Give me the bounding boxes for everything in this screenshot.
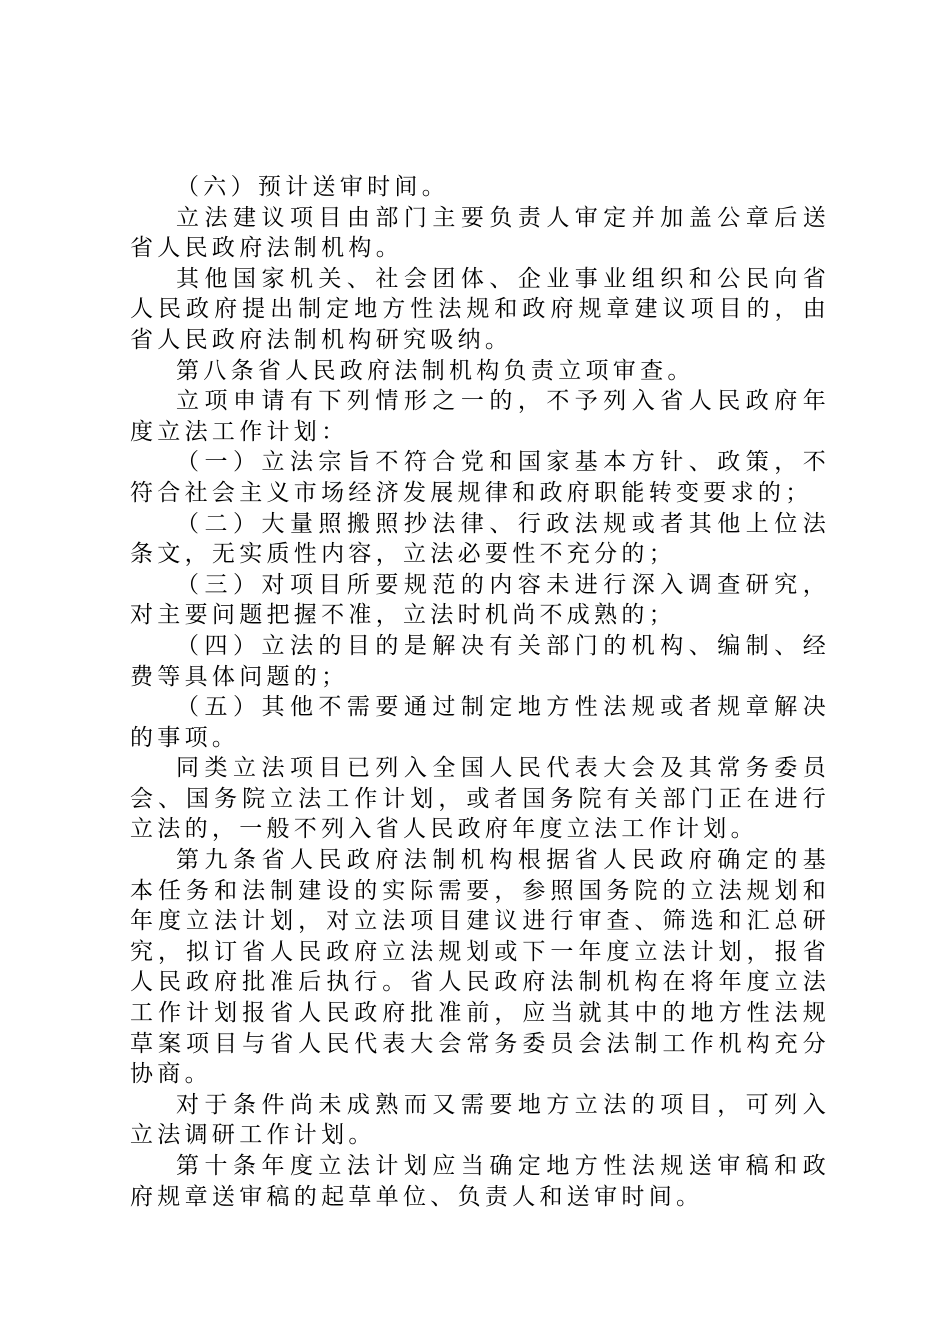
document-body: [130, 172, 830, 1212]
paragraph-submission: 立法建议项目由部门主要负责人审定并加盖公章后送省人民政府法制机构。: [130, 204, 830, 262]
exclusion-item-2: （二）大量照搬照抄法律、行政法规或者其他上位法条文，无实质性内容，立法必要性不充分的；: [130, 510, 830, 568]
paragraph-research-plan: 对于条件尚未成熟而又需要地方立法的项目，可列入立法调研工作计划。: [130, 1091, 830, 1149]
paragraph-item-6: （六）预计送审时间。: [176, 174, 449, 200]
article-10: 第十条年度立法计划应当确定地方性法规送审稿和政府规章送审稿的起草单位、负责人和送审时间。: [130, 1153, 830, 1210]
exclusion-item-1: （一）立法宗旨不符合党和国家基本方针、政策，不符合社会主义市场经济发展规律和政府职能转变要求的；: [130, 449, 830, 506]
article-8: 第八条省人民政府法制机构负责立项审查。: [176, 357, 695, 384]
article-9: 第九条省人民政府法制机构根据省人民政府确定的基本任务和法制建设的实际需要，参照国务院的立法规划和年度立法计划，对立法项目建议进行审查、筛选和汇总研究，拟订省人民政府立法规划或下一年度立法计划，报省人民政府批准后执行。省人民政府法制机构在将年度立法工作计划报省人民政府批准前，应当就其中的地方性法规草案项目与省人民代表大会常务委员会法制工作机构充分协商。: [130, 847, 830, 1088]
exclusion-item-4: （四）立法的目的是解决有关部门的机构、编制、经费等具体问题的；: [130, 632, 830, 690]
paragraph-exclusions: 立项申请有下列情形之一的，不予列入省人民政府年度立法工作计划：: [130, 388, 830, 445]
paragraph-other-proposals: 其他国家机关、社会团体、企业事业组织和公民向省人民政府提出制定地方性法规和政府规章建议项目的，由省人民政府法制机构研究吸纳。: [130, 265, 830, 353]
exclusion-item-3: （三）对项目所要规范的内容未进行深入调查研究，对主要问题把握不准，立法时机尚不成熟的；: [130, 571, 830, 629]
paragraph-similar-projects: 同类立法项目已列入全国人民代表大会及其常务委员会、国务院立法工作计划，或者国务院有关部门正在进行立法的，一般不列入省人民政府年度立法工作计划。: [130, 755, 830, 843]
exclusion-item-5: （五）其他不需要通过制定地方性法规或者规章解决的事项。: [130, 694, 830, 751]
